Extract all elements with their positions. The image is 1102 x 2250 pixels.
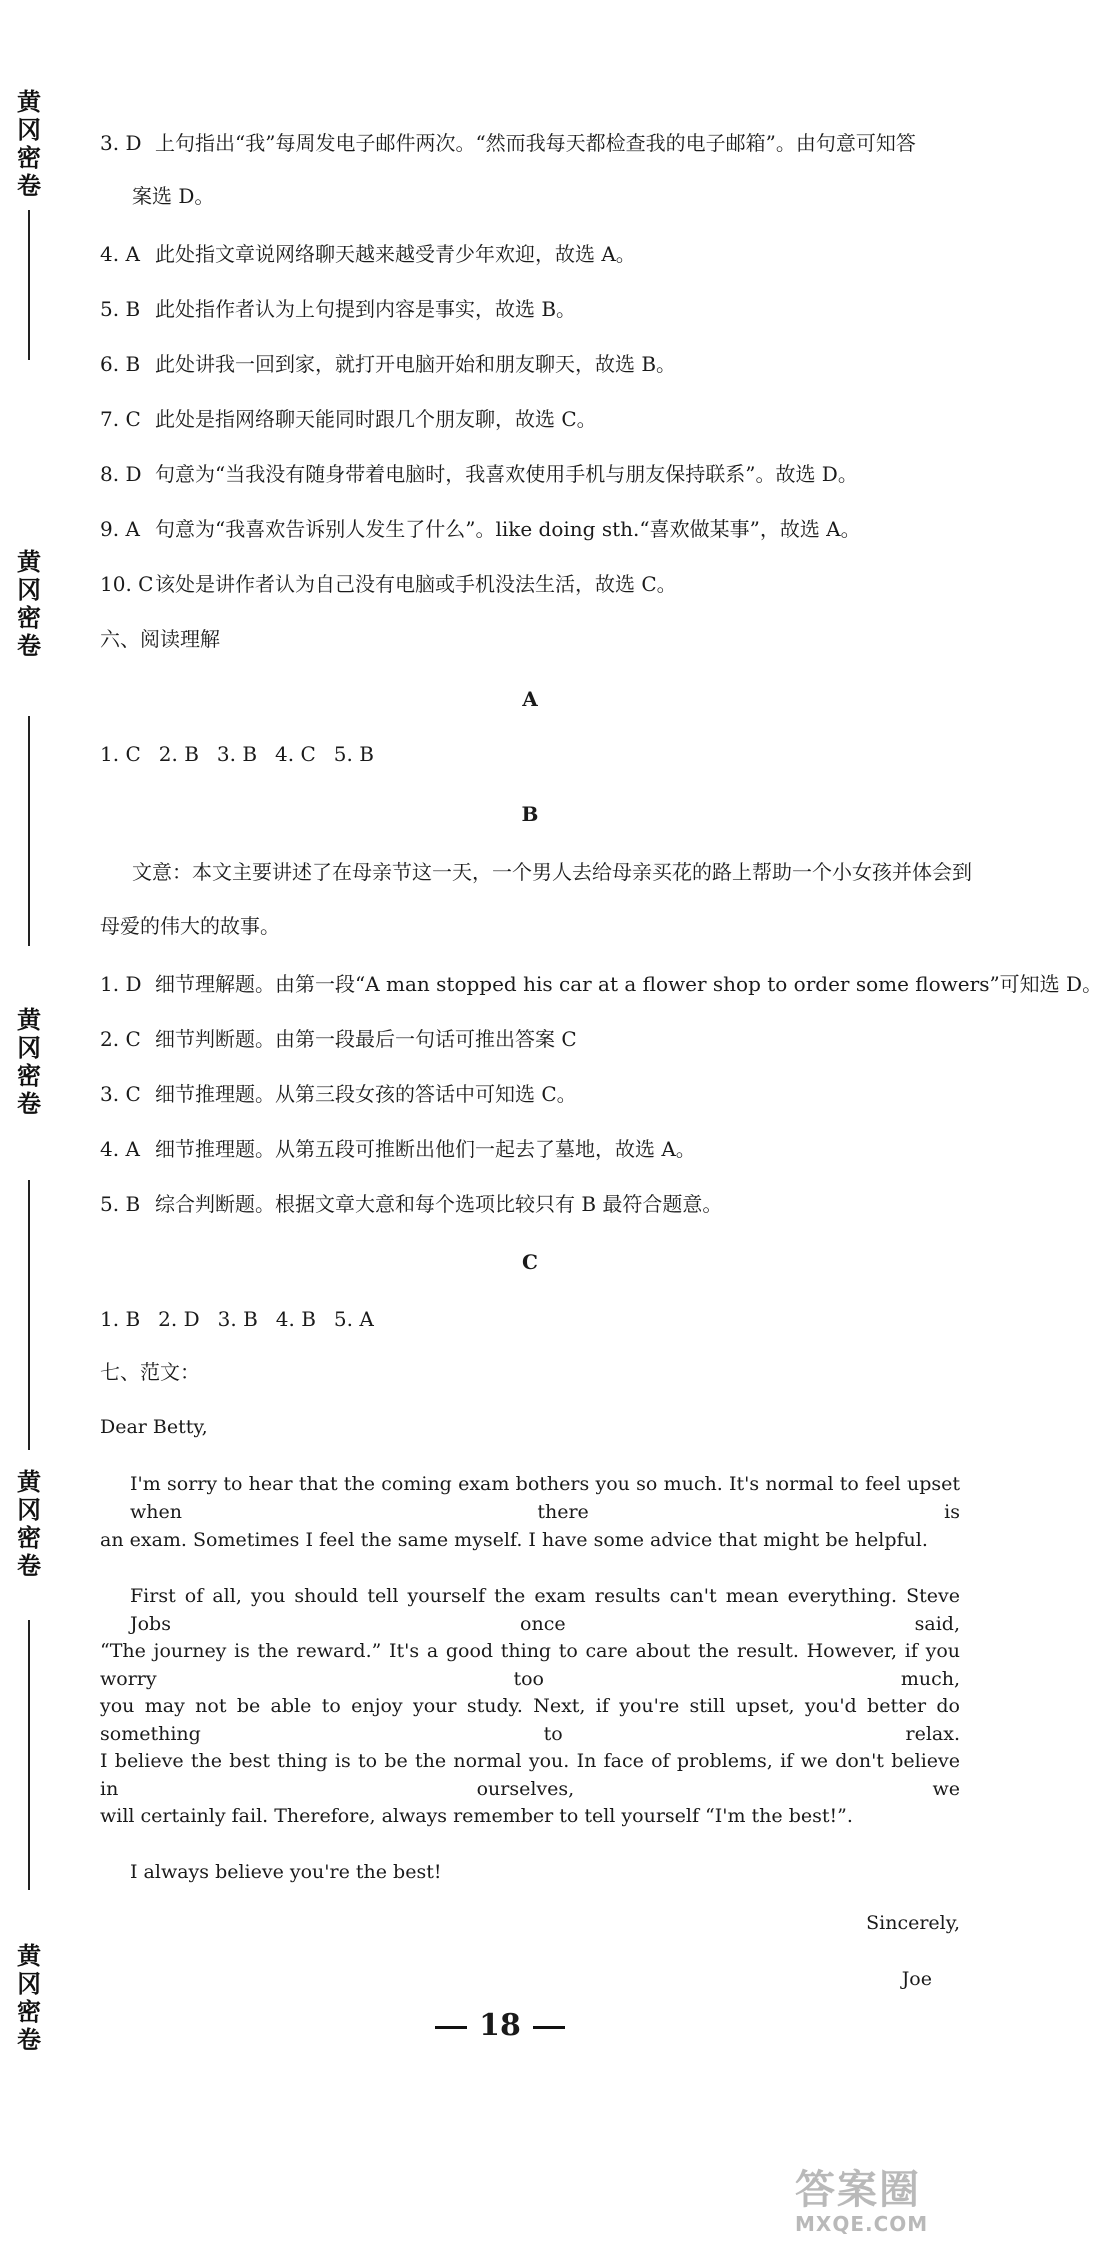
- essay-line: I believe the best thing is to be the normal you. In face of problems, if we don't believe in ourselves, we: [100, 1750, 960, 1800]
- answer-item: 8. D 句意为“当我没有随身带着电脑时，我喜欢使用手机与朋友保持联系”。故选 D。: [100, 462, 858, 486]
- essay-line: I always believe you're the best!: [130, 1861, 442, 1883]
- essay-line: “The journey is the reward.” It's a good thing to care about the result. However, if you worry too much,: [100, 1640, 960, 1690]
- watermark-logo: 答案圈 MXQE.COM: [795, 2167, 929, 2236]
- essay-line: you may not be able to enjoy your study. Next, if you're still upset, you'd better do something to relax.: [100, 1695, 960, 1745]
- answer-item: 1. D 细节理解题。由第一段“A man stopped his car at a flower shop to order some flowers”可知选 D。: [100, 972, 1102, 996]
- part-label-b: B: [521, 802, 539, 826]
- essay-line: I'm sorry to hear that the coming exam bothers you so much. It's normal to feel upset when there is: [130, 1473, 960, 1523]
- answer-item: 5. B 此处指作者认为上句提到内容是事实，故选 B。: [100, 297, 577, 321]
- margin-brand-5: 黄 冈 密 卷: [17, 1942, 41, 2054]
- passage-summary-continuation: 母爱的伟大的故事。: [100, 914, 280, 938]
- answer-item: 5. B 综合判断题。根据文章大意和每个选项比较只有 B 最符合题意。: [100, 1192, 723, 1216]
- essay-line: First of all, you should tell yourself the exam results can't mean everything. Steve Jobs once said,: [130, 1585, 960, 1635]
- answer-item: 10. C该处是讲作者认为自己没有电脑或手机没法生活，故选 C。: [100, 572, 677, 596]
- margin-divider: [28, 1180, 30, 1450]
- part-label-c: C: [522, 1250, 538, 1274]
- essay-salutation: Dear Betty,: [100, 1416, 208, 1438]
- essay-signature: Joe: [901, 1968, 932, 1990]
- page-number-dash: [533, 2026, 565, 2029]
- essay-closing: Sincerely,: [866, 1912, 960, 1934]
- margin-brand-3: 黄 冈 密 卷: [17, 1006, 41, 1118]
- margin-brand-1: 黄 冈 密 卷: [17, 88, 41, 200]
- answer-item: 4. A 细节推理题。从第五段可推断出他们一起去了墓地，故选 A。: [100, 1137, 696, 1161]
- page-number-dash: [435, 2026, 467, 2029]
- passage-summary: 文意：本文主要讲述了在母亲节这一天，一个男人去给母亲买花的路上帮助一个小女孩并体会到: [132, 860, 972, 884]
- part-a-answers: 1. C 2. B 3. B 4. C 5. B: [100, 742, 374, 766]
- answer-item: 6. B 此处讲我一回到家，就打开电脑开始和朋友聊天，故选 B。: [100, 352, 677, 376]
- answer-item: 2. C 细节判断题。由第一段最后一句话可推出答案 C: [100, 1027, 577, 1051]
- margin-brand-4: 黄 冈 密 卷: [17, 1468, 41, 1580]
- section-heading: 六、阅读理解: [100, 627, 220, 651]
- answer-item: 3. D 上句指出“我”每周发电子邮件两次。“然而我每天都检查我的电子邮箱”。由句意可知答: [100, 131, 916, 155]
- margin-brand-2: 黄 冈 密 卷: [17, 548, 41, 660]
- essay-line: will certainly fail. Therefore, always remember to tell yourself “I'm the best!”.: [100, 1805, 853, 1827]
- margin-divider: [28, 716, 30, 946]
- essay-line: an exam. Sometimes I feel the same myself. I have some advice that might be helpful.: [100, 1529, 928, 1551]
- page-number: 18: [0, 2008, 1000, 2043]
- margin-divider: [28, 210, 30, 360]
- part-c-answers: 1. B 2. D 3. B 4. B 5. A: [100, 1307, 374, 1331]
- part-label-a: A: [522, 687, 538, 711]
- margin-divider: [28, 1620, 30, 1890]
- answer-item-continuation: 案选 D。: [132, 184, 215, 208]
- answer-item: 4. A 此处指文章说网络聊天越来越受青少年欢迎，故选 A。: [100, 242, 636, 266]
- section-heading: 七、范文：: [100, 1360, 200, 1384]
- answer-item: 7. C 此处是指网络聊天能同时跟几个朋友聊，故选 C。: [100, 407, 597, 431]
- answer-item: 3. C 细节推理题。从第三段女孩的答话中可知选 C。: [100, 1082, 577, 1106]
- answer-item: 9. A 句意为“我喜欢告诉别人发生了什么”。like doing sth.“喜欢做某事”，故选 A。: [100, 517, 861, 541]
